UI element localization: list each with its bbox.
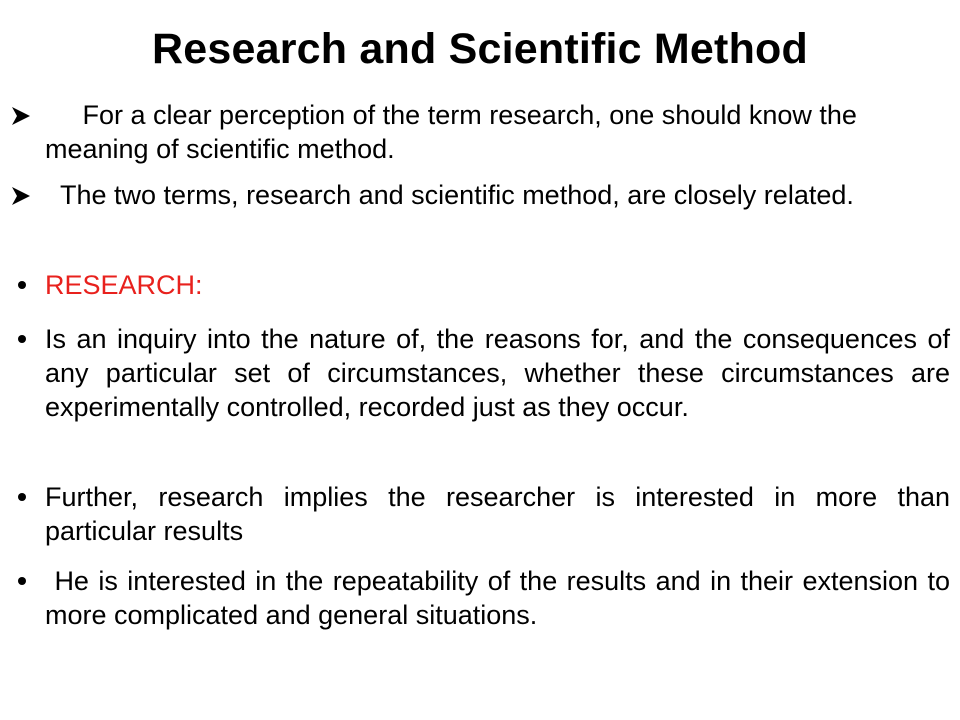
arrow-bullet-icon — [10, 178, 40, 206]
bullet-text: The two terms, research and scientific method, are closely related. — [45, 180, 854, 210]
bullet-text: For a clear perception of the term research, one should know the meaning of scientific method. — [45, 100, 865, 164]
dot-bullet-icon — [18, 322, 48, 343]
bullet-text: He is interested in the repeatability of the results and in their extension to more complicated and general situations. — [45, 566, 958, 630]
slide-title: Research and Scientific Method — [152, 25, 808, 73]
dot-bullet-icon — [18, 268, 48, 289]
bullet-text: Further, research implies the researcher is interested in more than particular results — [45, 482, 950, 546]
bullet-text: Is an inquiry into the nature of, the reasons for, and the consequences of any particular set of circumstances, whether these circumstances are experimentally controlled, recorded just as they occur. — [45, 324, 950, 422]
bullet-heading-research: RESEARCH: — [45, 270, 203, 300]
dot-bullet-icon — [18, 564, 48, 585]
arrow-bullet-icon — [10, 98, 40, 126]
dot-bullet-icon — [18, 480, 48, 501]
